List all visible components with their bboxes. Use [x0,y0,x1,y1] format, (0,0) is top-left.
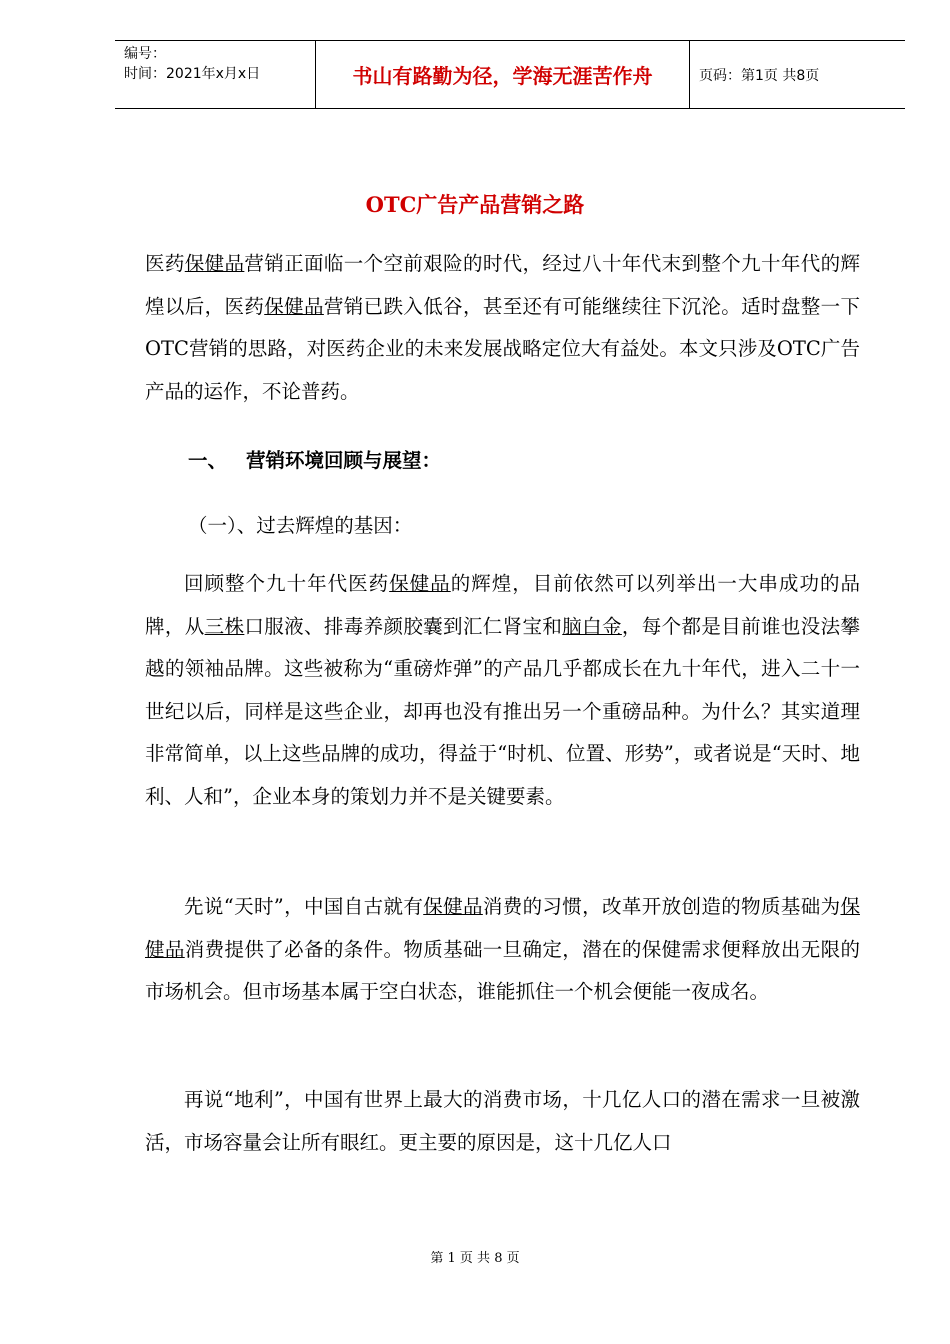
document-header [115,40,905,109]
text-run: ，每个都是目前谁也没法攀越的领袖品牌。这些被称为“重磅炸弹”的产品几乎都成长在九十年代，进入二十一世纪以后，同样是这些企业，却再也没有推出另一个重磅品种。为什么？其实道理非常简单，以上这些品牌的成功，得益于“时机、位置、形势”，或者说是“天时、地利、人和”，企业本身的策划力并不是关键要素。 [145,614,860,808]
text-run: 医药 [145,252,185,275]
document-title: OTC广告产品营销之路 [365,192,585,217]
document-number-label: 编号： [124,46,166,62]
keyword-link[interactable]: 保健品 [264,294,324,318]
paragraph-1 [145,563,860,818]
keyword-link[interactable]: 三株 [204,614,245,638]
text-run: 回顾整个九十年代医药 [184,572,390,595]
subsection-heading: （一）、过去辉煌的基因： [188,514,413,537]
text-run: 再说“地利”，中国有世界上最大的消费市场，十几亿人口的潜在需求一旦被激活，市场容量会让所有眼红。更主要的原因是，这十几亿人口 [145,1088,860,1154]
text-run: 营销已跌入低谷，甚至还有可能继续往下沉沦。适时盘整一下OTC营销的思路，对医药企业的未来发展战略定位大有益处。本文只涉及OTC广告产品的运作，不论普药。 [145,294,860,403]
section-heading [188,445,441,473]
intro-paragraph [145,243,860,413]
text-run: 消费提供了必备的条件。物质基础一旦确定，潜在的保健需求便释放出无限的市场机会。但市场基本属于空白状态，谁能抓住一个机会便能一夜成名。 [145,937,860,1003]
header-page-info: 页码：第1页 共8页 [699,67,820,84]
section-title: 营销环境回顾与展望： [246,449,442,472]
header-meta-cell [115,41,316,108]
keyword-link[interactable]: 保健品 [184,252,245,275]
text-run: 的辉煌，目前依然可以列举出一大串成功的品牌，从 [145,572,860,638]
keyword-link[interactable]: 保健品 [423,895,483,918]
document-time-label: 时间：2021年x月x日 [124,66,261,82]
keyword-link[interactable]: 保健品 [145,895,860,961]
paragraph-2 [145,886,860,1014]
paragraph-3 [145,1079,860,1164]
text-run: 口服液、排毒养颜胶囊到汇仁肾宝和 [244,614,563,638]
text-run: 消费的习惯，改革开放创造的物质基础为 [482,895,841,918]
page-footer: 第 1 页 共 8 页 [430,1251,520,1266]
text-run: 先说“天时”，中国自古就有 [184,895,424,918]
section-number: 一、 [188,449,228,472]
header-motto: 书山有路勤为径，学海无涯苦作舟 [316,41,690,108]
keyword-link[interactable]: 脑白金 [562,614,622,638]
keyword-link[interactable]: 保健品 [389,572,451,595]
text-run: 营销正面临一个空前艰险的时代，经过八十年代末到整个九十年代的辉煌以后，医药 [145,252,860,318]
